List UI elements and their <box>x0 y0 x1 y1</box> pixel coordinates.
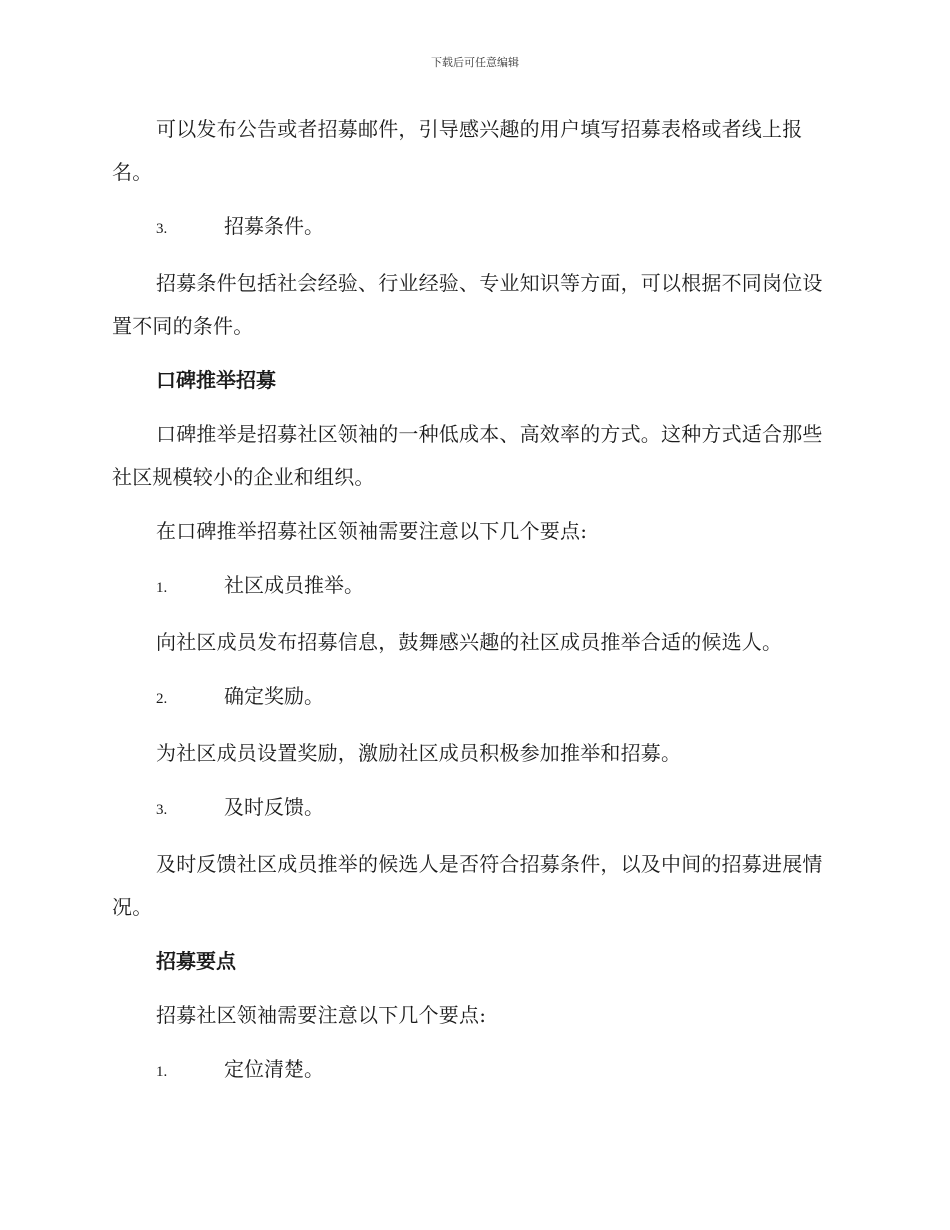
document-body <box>112 108 832 1105</box>
list-number: 3. <box>156 221 168 237</box>
page-header: 下载后可任意编辑 <box>431 56 519 69</box>
list-item <box>112 1048 832 1094</box>
paragraph: 在口碑推举招募社区领袖需要注意以下几个要点: <box>156 519 588 543</box>
section-heading: 口碑推举招募 <box>156 368 276 392</box>
paragraph: 向社区成员发布招募信息，鼓舞感兴趣的社区成员推举合适的候选人。 <box>156 630 783 654</box>
list-item-text: 确定奖励。 <box>224 684 324 708</box>
paragraph: 为社区成员设置奖励，激励社区成员积极参加推举和招募。 <box>156 741 682 765</box>
list-item-text: 社区成员推举。 <box>224 573 364 597</box>
paragraph: 可以发布公告或者招募邮件，引导感兴趣的用户填写招募表格或者线上报名。 <box>112 117 803 184</box>
list-number: 1. <box>156 580 168 596</box>
list-number: 2. <box>156 691 168 707</box>
list-item <box>112 786 832 832</box>
paragraph: 及时反馈社区成员推举的候选人是否符合招募条件，以及中间的招募进展情况。 <box>112 852 823 919</box>
paragraph: 招募条件包括社会经验、行业经验、专业知识等方面，可以根据不同岗位设置不同的条件。 <box>112 271 823 338</box>
list-number: 1. <box>156 1064 168 1080</box>
list-item-text: 定位清楚。 <box>224 1057 324 1081</box>
paragraph: 招募社区领袖需要注意以下几个要点: <box>156 1003 487 1027</box>
list-item-text: 及时反馈。 <box>224 795 324 819</box>
section-heading: 招募要点 <box>156 949 236 973</box>
list-item <box>112 205 832 251</box>
list-item-text: 招募条件。 <box>224 214 324 238</box>
paragraph: 口碑推举是招募社区领袖的一种低成本、高效率的方式。这种方式适合那些社区规模较小的企业和组织。 <box>112 422 823 489</box>
list-item <box>112 675 832 721</box>
list-number: 3. <box>156 802 168 818</box>
list-item <box>112 564 832 610</box>
